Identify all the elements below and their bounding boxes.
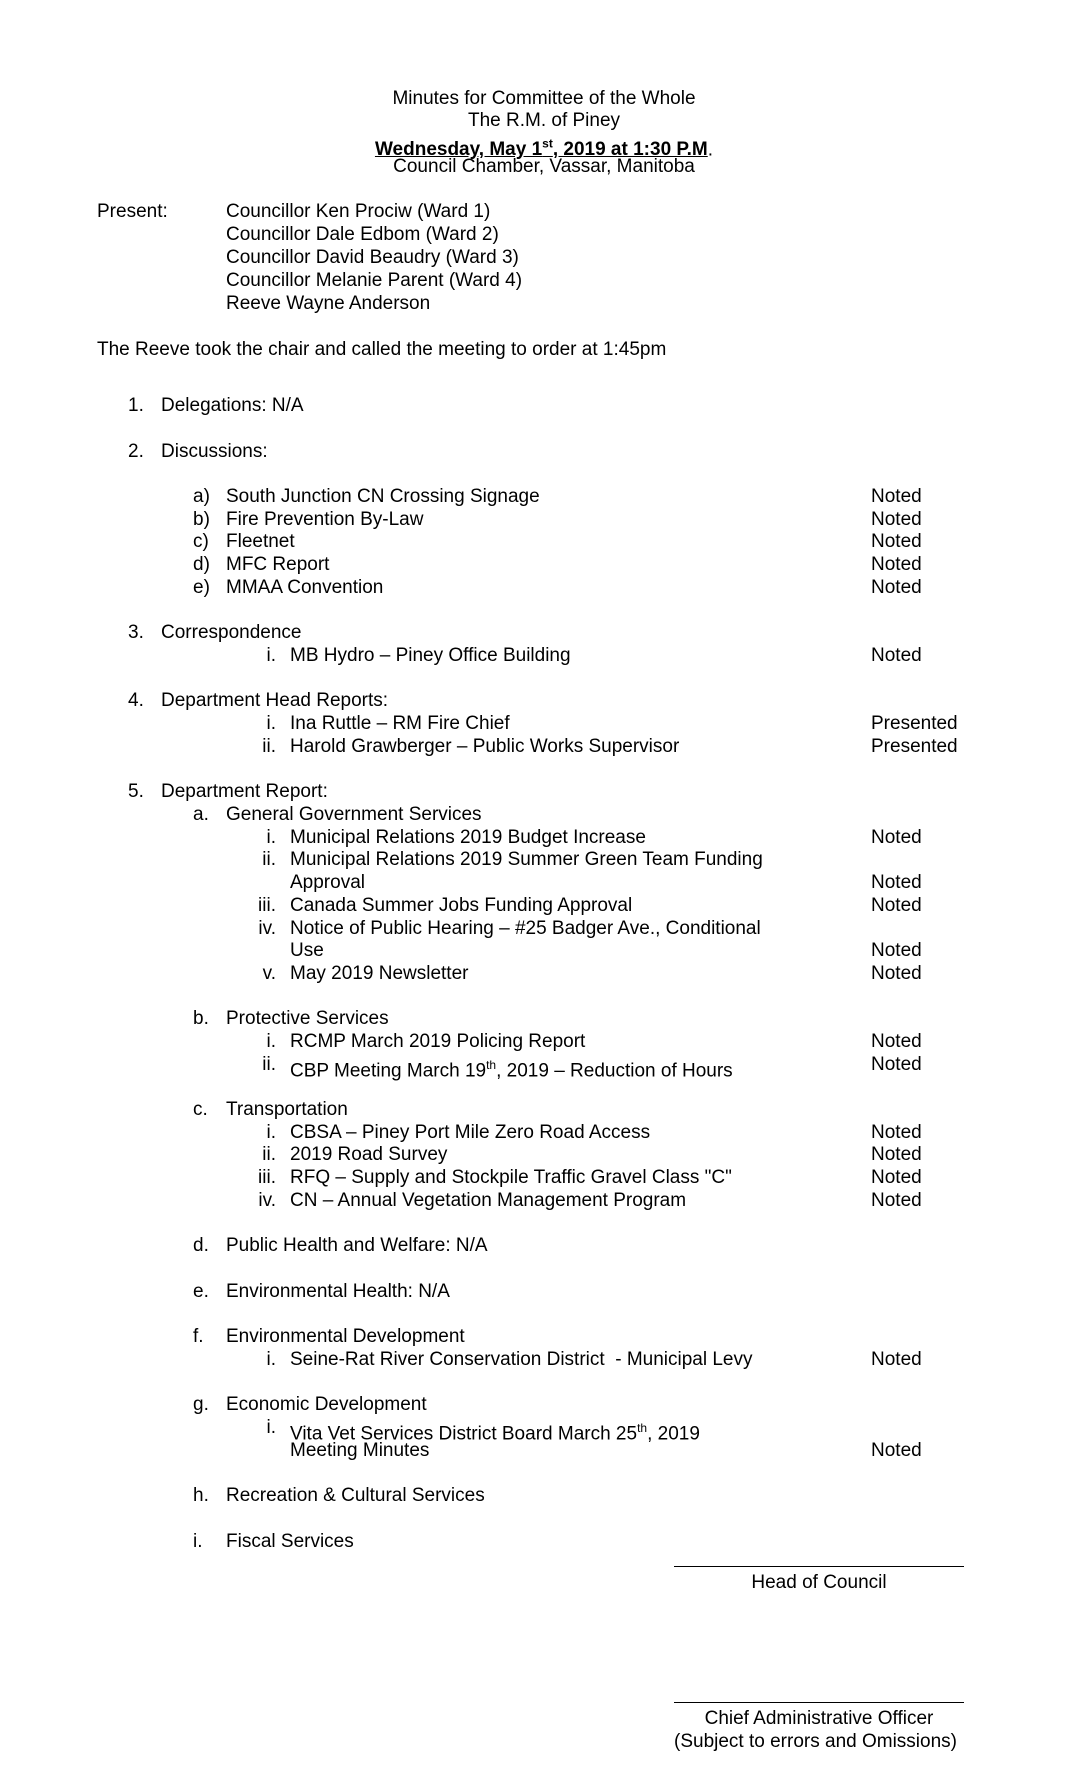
sub-item-title: Harold Grawberger – Public Works Supervisor bbox=[290, 736, 680, 757]
section-marker: b. bbox=[193, 1008, 209, 1029]
status-label: Noted bbox=[871, 1190, 922, 1211]
section-title: Recreation & Cultural Services bbox=[226, 1485, 485, 1506]
sub-marker: ii. bbox=[262, 1144, 276, 1165]
section-marker: h. bbox=[193, 1485, 209, 1506]
status-label: Noted bbox=[871, 1054, 922, 1075]
sub-marker: e) bbox=[193, 577, 210, 598]
status-label: Noted bbox=[871, 963, 922, 984]
sub-item-title-cont: Approval bbox=[290, 872, 365, 893]
sub-item-title: Fleetnet bbox=[226, 531, 295, 552]
sub-marker: i. bbox=[266, 1122, 276, 1143]
sub-marker: c) bbox=[193, 531, 209, 552]
item-title: Discussions: bbox=[161, 441, 268, 462]
item-title: Correspondence bbox=[161, 622, 302, 643]
municipality-name: The R.M. of Piney bbox=[467, 110, 621, 131]
sub-item-title: RCMP March 2019 Policing Report bbox=[290, 1031, 586, 1052]
status-label: Noted bbox=[871, 554, 922, 575]
sub-marker: i. bbox=[266, 1349, 276, 1370]
sub-item-title: MMAA Convention bbox=[226, 577, 384, 598]
section-title: Environmental Health: N/A bbox=[226, 1281, 450, 1302]
present-member: Councillor Dale Edbom (Ward 2) bbox=[226, 224, 499, 245]
section-marker: g. bbox=[193, 1394, 209, 1415]
section-title: General Government Services bbox=[226, 804, 482, 825]
sub-marker: i. bbox=[266, 1031, 276, 1052]
item-number: 1. bbox=[128, 395, 144, 416]
section-title: Environmental Development bbox=[226, 1326, 465, 1347]
status-label: Noted bbox=[871, 531, 922, 552]
section-marker: f. bbox=[193, 1326, 204, 1347]
status-label: Noted bbox=[871, 1349, 922, 1370]
sub-marker: iii. bbox=[258, 895, 276, 916]
sub-marker: d) bbox=[193, 554, 210, 575]
sub-item-title: Notice of Public Hearing – #25 Badger Ave., Conditional bbox=[290, 918, 761, 939]
item-title: Department Report: bbox=[161, 781, 328, 802]
sub-item-title: RFQ – Supply and Stockpile Traffic Gravel Class "C" bbox=[290, 1167, 732, 1188]
sub-marker: b) bbox=[193, 509, 210, 530]
sub-marker: iii. bbox=[258, 1167, 276, 1188]
sub-marker: ii. bbox=[262, 849, 276, 870]
present-member: Councillor Ken Prociw (Ward 1) bbox=[226, 201, 491, 222]
present-member: Reeve Wayne Anderson bbox=[226, 293, 431, 314]
sub-marker: i. bbox=[266, 645, 276, 666]
sub-item-title: May 2019 Newsletter bbox=[290, 963, 469, 984]
sub-marker: ii. bbox=[262, 1054, 276, 1075]
sub-item-title: South Junction CN Crossing Signage bbox=[226, 486, 540, 507]
section-title: Transportation bbox=[226, 1099, 348, 1120]
sub-marker: i. bbox=[266, 827, 276, 848]
call-to-order: The Reeve took the chair and called the meeting to order at 1:45pm bbox=[97, 339, 667, 360]
status-label: Noted bbox=[871, 872, 922, 893]
sub-item-title: MFC Report bbox=[226, 554, 330, 575]
status-label: Presented bbox=[871, 713, 958, 734]
signature-line-head bbox=[674, 1566, 964, 1567]
sub-item-title: Ina Ruttle – RM Fire Chief bbox=[290, 713, 510, 734]
present-member: Councillor David Beaudry (Ward 3) bbox=[226, 247, 519, 268]
section-marker: i. bbox=[193, 1531, 203, 1552]
section-marker: a. bbox=[193, 804, 209, 825]
status-label: Noted bbox=[871, 577, 922, 598]
sub-item-title: Municipal Relations 2019 Budget Increase bbox=[290, 827, 646, 848]
section-title: Economic Development bbox=[226, 1394, 427, 1415]
sub-marker: i. bbox=[266, 713, 276, 734]
sub-item-title: CN – Annual Vegetation Management Program bbox=[290, 1190, 687, 1211]
doc-title: Minutes for Committee of the Whole bbox=[392, 88, 696, 109]
signature-head-of-council: Head of Council bbox=[751, 1572, 887, 1593]
status-label: Noted bbox=[871, 1167, 922, 1188]
sub-marker: iv. bbox=[258, 1190, 276, 1211]
status-label: Noted bbox=[871, 1122, 922, 1143]
signature-cao: Chief Administrative Officer bbox=[704, 1708, 934, 1729]
status-label: Presented bbox=[871, 736, 958, 757]
sub-item-title: Canada Summer Jobs Funding Approval bbox=[290, 895, 633, 916]
sub-item-title: CBSA – Piney Port Mile Zero Road Access bbox=[290, 1122, 651, 1143]
meeting-location: Council Chamber, Vassar, Manitoba bbox=[393, 156, 695, 177]
item-title: Department Head Reports: bbox=[161, 690, 389, 711]
status-label: Noted bbox=[871, 895, 922, 916]
sub-item-title: Seine-Rat River Conservation District - Municipal Levy bbox=[290, 1349, 753, 1370]
status-label: Noted bbox=[871, 827, 922, 848]
status-label: Noted bbox=[871, 486, 922, 507]
item-number: 4. bbox=[128, 690, 144, 711]
status-label: Noted bbox=[871, 940, 922, 961]
sub-marker: v. bbox=[262, 963, 276, 984]
sub-marker: a) bbox=[193, 486, 210, 507]
sub-marker: iv. bbox=[258, 918, 276, 939]
sub-marker: i. bbox=[266, 1417, 276, 1438]
section-marker: e. bbox=[193, 1281, 209, 1302]
section-title: Protective Services bbox=[226, 1008, 389, 1029]
sub-item-title: MB Hydro – Piney Office Building bbox=[290, 645, 571, 666]
sub-item-title: CBP Meeting March 19th, 2019 – Reduction of Hours bbox=[290, 1058, 733, 1082]
item-number: 2. bbox=[128, 441, 144, 462]
status-label: Noted bbox=[871, 1031, 922, 1052]
section-title: Public Health and Welfare: N/A bbox=[226, 1235, 488, 1256]
present-label: Present: bbox=[97, 201, 168, 222]
sub-marker: ii. bbox=[262, 736, 276, 757]
item-number: 5. bbox=[128, 781, 144, 802]
status-label: Noted bbox=[871, 645, 922, 666]
section-marker: c. bbox=[193, 1099, 208, 1120]
section-marker: d. bbox=[193, 1235, 209, 1256]
sub-item-title: Fire Prevention By-Law bbox=[226, 509, 424, 530]
sub-item-title-cont: Meeting Minutes bbox=[290, 1440, 430, 1461]
sub-item-title: 2019 Road Survey bbox=[290, 1144, 448, 1165]
present-member: Councillor Melanie Parent (Ward 4) bbox=[226, 270, 523, 291]
status-label: Noted bbox=[871, 509, 922, 530]
sub-item-title-cont: Use bbox=[290, 940, 324, 961]
sub-item-title: Municipal Relations 2019 Summer Green Team Funding bbox=[290, 849, 763, 870]
status-label: Noted bbox=[871, 1144, 922, 1165]
signature-line-cao bbox=[674, 1702, 964, 1703]
item-number: 3. bbox=[128, 622, 144, 643]
item-title: Delegations: N/A bbox=[161, 395, 304, 416]
signature-note: (Subject to errors and Omissions) bbox=[674, 1731, 957, 1752]
meeting-date: Wednesday, May 1st, 2019 at 1:30 P.M. bbox=[374, 137, 714, 161]
sub-item-title: Vita Vet Services District Board March 25th, 2019 bbox=[290, 1421, 700, 1445]
section-title: Fiscal Services bbox=[226, 1531, 354, 1552]
status-label: Noted bbox=[871, 1440, 922, 1461]
